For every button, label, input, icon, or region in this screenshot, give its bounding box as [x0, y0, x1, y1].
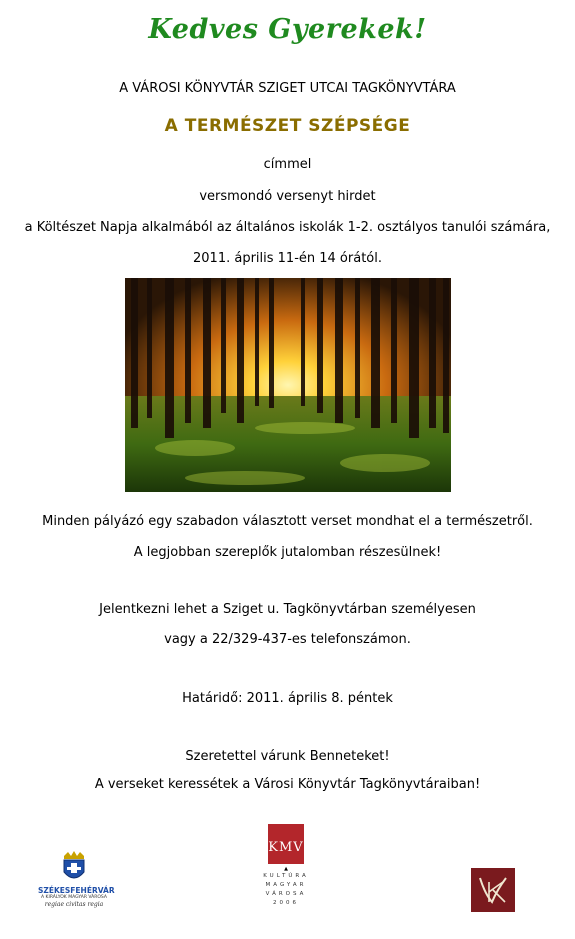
city-coat-of-arms-icon — [38, 850, 110, 886]
vk-logo — [471, 868, 515, 912]
city-motto: regiae civitas regia — [44, 901, 104, 908]
event-theme: A TERMÉSZET SZÉPSÉGE — [164, 116, 411, 136]
city-name: SZÉKESFEHÉRVÁR — [38, 886, 115, 895]
audience-line: a Költészet Napja alkalmából az általános iskolák 1-2. osztályos tanulói számára, — [24, 220, 551, 235]
register-line-2: vagy a 22/329-437-es telefonszámon. — [164, 632, 411, 647]
kmv-text-1: KULTÚRA — [263, 873, 309, 879]
forest-photo — [125, 278, 451, 492]
page-title: Kedves Gyerekek! — [148, 14, 427, 45]
welcome-line: Szeretettel várunk Benneteket! — [185, 749, 390, 764]
kmv-text-4: 2006 — [273, 900, 299, 906]
search-line: A verseket keressétek a Városi Könyvtár Tagkönyvtáraiban! — [94, 777, 481, 792]
organizer-line: A VÁROSI KÖNYVTÁR SZIGET UTCAI TAGKÖNYVTÁRA — [119, 81, 456, 96]
deadline-line: Határidő: 2011. április 8. péntek — [182, 691, 393, 706]
announce-line: versmondó versenyt hirdet — [199, 189, 376, 204]
vk-monogram-icon — [471, 868, 515, 912]
date-line: 2011. április 11-én 14 órától. — [193, 251, 382, 266]
rule-line: Minden pályázó egy szabadon választott verset mondhat el a természetről. — [42, 514, 533, 529]
register-line-1: Jelentkezni lehet a Sziget u. Tagkönyvtárban személyesen — [99, 602, 476, 617]
svg-text:KMV: KMV — [268, 840, 304, 855]
kmv-logo-icon — [268, 824, 304, 864]
prize-line: A legjobban szereplők jutalomban részesülnek! — [133, 545, 442, 560]
kmv-text-2: MAGYAR — [265, 882, 307, 888]
city-logo — [38, 850, 115, 914]
kmv-logo: KMV ▲ KULTÚRA MAGYAR VÁROSA 2006 — [260, 824, 312, 916]
city-subtitle: A KIRÁLYOK MAGYAR VÁROSA — [41, 895, 107, 900]
kmv-text-3: VÁROSA — [265, 891, 307, 897]
cimmel-line: címmel — [263, 157, 312, 172]
